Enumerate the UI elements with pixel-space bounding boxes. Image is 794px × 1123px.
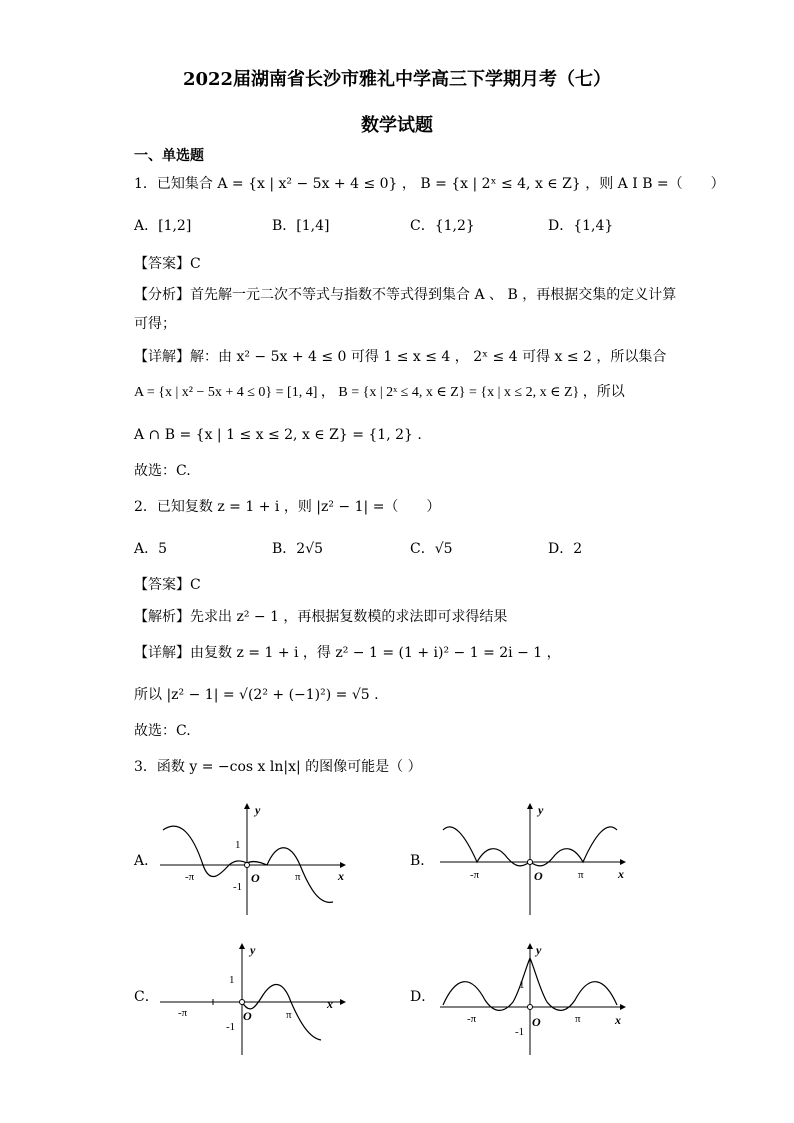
q2-analysis: 【解析】先求出 z² − 1 ，再根据复数模的求法即可求得结果 xyxy=(134,609,508,625)
q2-option-c: C．√5 xyxy=(410,541,453,557)
tick-negpi-label: -π xyxy=(178,1007,188,1019)
section-heading: 一、单选题 xyxy=(134,148,204,164)
q3-option-d-label: D． xyxy=(410,989,436,1005)
q1-option-d: D．{1,4} xyxy=(548,218,614,234)
q1-option-a: A．[1,2] xyxy=(134,218,192,234)
tick-neg1-label: -1 xyxy=(515,1026,525,1038)
tick-1-label: 1 xyxy=(235,839,241,851)
x-label: x xyxy=(327,997,333,1011)
q1-detail-line3: A ∩ B = {x | 1 ≤ x ≤ 2, x ∈ Z} = {1, 2} . xyxy=(134,427,422,443)
tick-pi-label: π xyxy=(575,1013,581,1025)
q2-stem: 2．已知复数 z = 1 + i ，则 |z² − 1| =（ ） xyxy=(134,499,441,515)
tick-1-label: 1 xyxy=(229,974,235,986)
q2-answer: 【答案】C xyxy=(134,577,201,593)
q1-analysis-line2: 可得； xyxy=(134,316,176,332)
q1-analysis-line1: 【分析】首先解一元二次不等式与指数不等式得到集合 A 、 B ，再根据交集的定义计算 xyxy=(134,287,677,303)
origin-label: O xyxy=(532,1015,541,1029)
y-label: y xyxy=(255,803,261,817)
q2-option-b: B．2√5 xyxy=(272,541,324,557)
y-label: y xyxy=(250,943,256,957)
tick-negpi-label: -π xyxy=(467,1013,477,1025)
q1-choose: 故选：C. xyxy=(134,463,191,479)
q1-detail-line2: A = {x | x² − 5x + 4 ≤ 0} = [1, 4] ， B = {x | 2ˣ ≤ 4, x ∈ Z} = {x | x ≤ 2, x ∈ Z} ，所以 xyxy=(134,385,625,400)
graph-b xyxy=(435,800,635,920)
q1-answer: 【答案】C xyxy=(134,256,201,272)
document-subtitle: 数学试题 xyxy=(361,115,433,136)
tick-neg1-label: -1 xyxy=(226,1021,236,1033)
graph-c xyxy=(155,940,355,1060)
tick-neg1-label: -1 xyxy=(233,881,243,893)
q1-option-c: C．{1,2} xyxy=(410,218,475,234)
q3-option-c-label: C． xyxy=(134,989,159,1005)
graph-d xyxy=(435,940,635,1060)
tick-pi-label: π xyxy=(286,1009,292,1021)
y-label: y xyxy=(538,803,544,817)
document-title: 2022届湖南省长沙市雅礼中学高三下学期月考（七） xyxy=(182,69,612,90)
tick-negpi-label: -π xyxy=(470,869,480,881)
origin-label: O xyxy=(534,869,543,883)
x-label: x xyxy=(615,1013,621,1027)
tick-negpi-label: -π xyxy=(185,871,195,883)
function-curve xyxy=(242,985,321,1040)
q2-option-a: A．5 xyxy=(134,541,168,557)
q2-detail-line1: 【详解】由复数 z = 1 + i ，得 z² − 1 = (1 + i)² − 1 = 2i − 1 ， xyxy=(134,645,561,661)
graph-a xyxy=(155,800,355,920)
q1-option-b: B．[1,4] xyxy=(272,218,330,234)
origin-label: O xyxy=(251,871,260,885)
x-label: x xyxy=(338,869,344,883)
y-label: y xyxy=(536,943,542,957)
q2-choose: 故选：C. xyxy=(134,723,191,739)
q1-detail-line1: 【详解】解：由 x² − 5x + 4 ≤ 0 可得 1 ≤ x ≤ 4 ， 2ˣ ≤ 4 可得 x ≤ 2 ，所以集合 xyxy=(134,349,667,365)
origin-label: O xyxy=(243,1009,252,1023)
x-label: x xyxy=(618,867,624,881)
q2-detail-line2: 所以 |z² − 1| = √(2² + (−1)²) = √5 . xyxy=(134,687,379,703)
tick-pi-label: π xyxy=(578,869,584,881)
tick-1-label: 1 xyxy=(519,979,525,991)
q2-option-d: D．2 xyxy=(548,541,583,557)
q3-option-b-label: B． xyxy=(410,853,435,869)
q3-stem: 3．函数 y = −cos x ln|x| 的图像可能是（ ） xyxy=(134,759,422,775)
q3-option-a-label: A． xyxy=(134,853,159,869)
q1-stem: 1．已知集合 A = {x | x² − 5x + 4 ≤ 0} ， B = {x | 2ˣ ≤ 4, x ∈ Z} ，则 A I B =（ ） xyxy=(134,176,725,192)
tick-pi-label: π xyxy=(295,871,301,883)
